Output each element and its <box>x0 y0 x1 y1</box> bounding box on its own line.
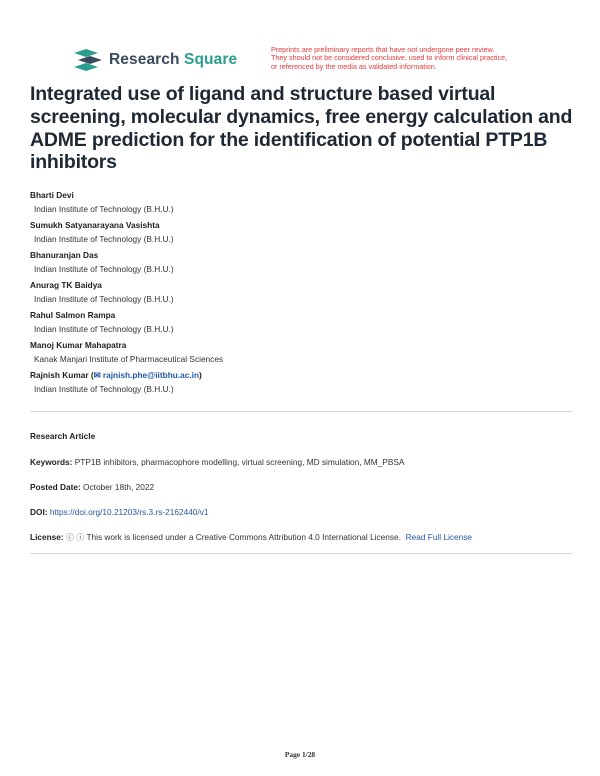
author-entry <box>30 218 570 248</box>
envelope-icon: ✉ <box>93 370 101 380</box>
doi-row <box>30 507 575 517</box>
posted-date-label: Posted Date: <box>30 482 81 492</box>
brand-name: Research Square <box>109 51 238 68</box>
divider <box>30 553 572 554</box>
author-entry <box>30 278 570 308</box>
paper-title: Integrated use of ligand and structure based virtual screening, molecular dynamics, free energy calculation and ADME prediction for the identification of potential PTP1B inhibitors <box>30 83 573 174</box>
author-name[interactable]: Anurag TK Baidya <box>30 280 102 290</box>
attribution-icon: ⓘ <box>76 533 85 542</box>
article-type: Research Article <box>30 431 96 441</box>
author-entry <box>30 368 570 398</box>
research-square-logo[interactable] <box>74 49 237 71</box>
author-entry <box>30 338 570 368</box>
author-name[interactable]: Bhanuranjan Das <box>30 250 99 260</box>
author-affiliation: Indian Institute of Technology (B.H.U.) <box>34 294 174 304</box>
author-list <box>30 188 570 398</box>
posted-date-value: October 18th, 2022 <box>83 482 155 492</box>
doi-label: DOI: <box>30 507 48 517</box>
keywords-label: Keywords: <box>30 457 73 467</box>
license-text: This work is licensed under a Creative Commons Attribution 4.0 International License. <box>86 532 401 542</box>
author-name[interactable]: Rajnish Kumar <box>30 370 89 380</box>
preprint-disclaimer: Preprints are preliminary reports that have not undergone peer review. They should not be considered conclusive, used to inform clinical practice, or referenced by the media as validated information. <box>271 45 508 71</box>
author-name[interactable]: Rahul Salmon Rampa <box>30 310 116 320</box>
author-name[interactable]: Bharti Devi <box>30 190 74 200</box>
corresponding-author: Rajnish Kumar (✉ rajnish.phe@iitbhu.ac.in) <box>30 370 202 380</box>
author-affiliation: Indian Institute of Technology (B.H.U.) <box>34 264 174 274</box>
page-number: Page 1/28 <box>284 750 316 759</box>
keywords-row <box>30 457 575 467</box>
author-affiliation: Indian Institute of Technology (B.H.U.) <box>34 234 174 244</box>
author-affiliation: Kanak Manjari Institute of Pharmaceutical Sciences <box>34 354 224 364</box>
read-full-license-link[interactable]: Read Full License <box>405 532 473 542</box>
research-square-logo-icon <box>74 49 102 71</box>
author-affiliation: Indian Institute of Technology (B.H.U.) <box>34 384 174 394</box>
author-affiliation: Indian Institute of Technology (B.H.U.) <box>34 324 174 334</box>
divider <box>30 411 572 412</box>
license-row <box>30 532 575 543</box>
doi-link[interactable]: https://doi.org/10.21203/rs.3.rs-2162440/v1 <box>49 507 209 517</box>
author-entry <box>30 248 570 278</box>
license-label: License: <box>30 532 64 542</box>
author-entry <box>30 188 570 218</box>
author-name[interactable]: Sumukh Satyanarayana Vasishta <box>30 220 160 230</box>
keywords-value: PTP1B inhibitors, pharmacophore modelling, virtual screening, MD simulation, MM_PBSA <box>74 457 405 467</box>
author-name[interactable]: Manoj Kumar Mahapatra <box>30 340 127 350</box>
author-entry <box>30 308 570 338</box>
posted-date-row <box>30 482 575 492</box>
author-email-link[interactable]: ✉ rajnish.phe@iitbhu.ac.in <box>93 370 200 380</box>
author-affiliation: Indian Institute of Technology (B.H.U.) <box>34 204 174 214</box>
creative-commons-icon: ⓒ <box>65 533 74 542</box>
